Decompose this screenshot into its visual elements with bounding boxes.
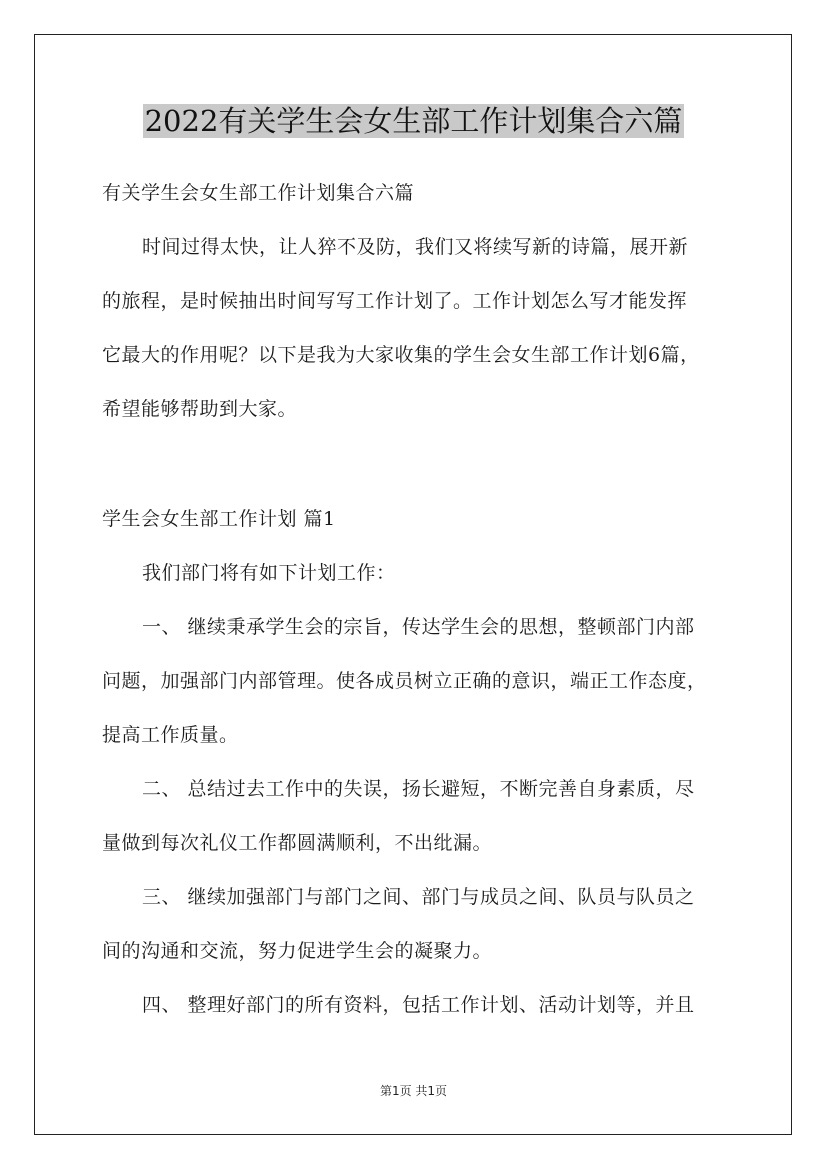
body-line: 量做到每次礼仪工作都圆满顺利，不出纰漏。 — [102, 832, 493, 854]
intro-line: 的旅程，是时候抽出时间写写工作计划了。工作计划怎么写才能发挥 — [102, 290, 688, 312]
document-subtitle: 有关学生会女生部工作计划集合六篇 — [102, 182, 415, 204]
body-line: 一、 继续秉承学生会的宗旨，传达学生会的思想，整顿部门内部 — [142, 616, 695, 638]
body-line: 二、 总结过去工作中的失误，扬长避短，不断完善自身素质，尽 — [142, 778, 695, 800]
body-line: 我们部门将有如下计划工作： — [142, 562, 396, 584]
page-footer: 第1页 共1页 — [379, 1084, 448, 1098]
intro-line: 它最大的作用呢？以下是我为大家收集的学生会女生部工作计划6篇， — [102, 344, 700, 366]
body-line: 问题，加强部门内部管理。使各成员树立正确的意识，端正工作态度， — [102, 670, 707, 692]
body-line: 提高工作质量。 — [102, 724, 239, 746]
intro-line: 希望能够帮助到大家。 — [102, 398, 298, 420]
document-title — [0, 101, 827, 141]
intro-line: 时间过得太快，让人猝不及防，我们又将续写新的诗篇，展开新 — [142, 236, 689, 258]
body-line: 间的沟通和交流，努力促进学生会的凝聚力。 — [102, 940, 493, 962]
body-line: 三、 继续加强部门与部门之间、部门与成员之间、队员与队员之 — [142, 886, 695, 908]
section-heading: 学生会女生部工作计划 篇1 — [102, 508, 336, 530]
document-title-text: 2022有关学生会女生部工作计划集合六篇 — [144, 104, 683, 138]
body-line: 四、 整理好部门的所有资料，包括工作计划、活动计划等，并且 — [142, 994, 695, 1016]
